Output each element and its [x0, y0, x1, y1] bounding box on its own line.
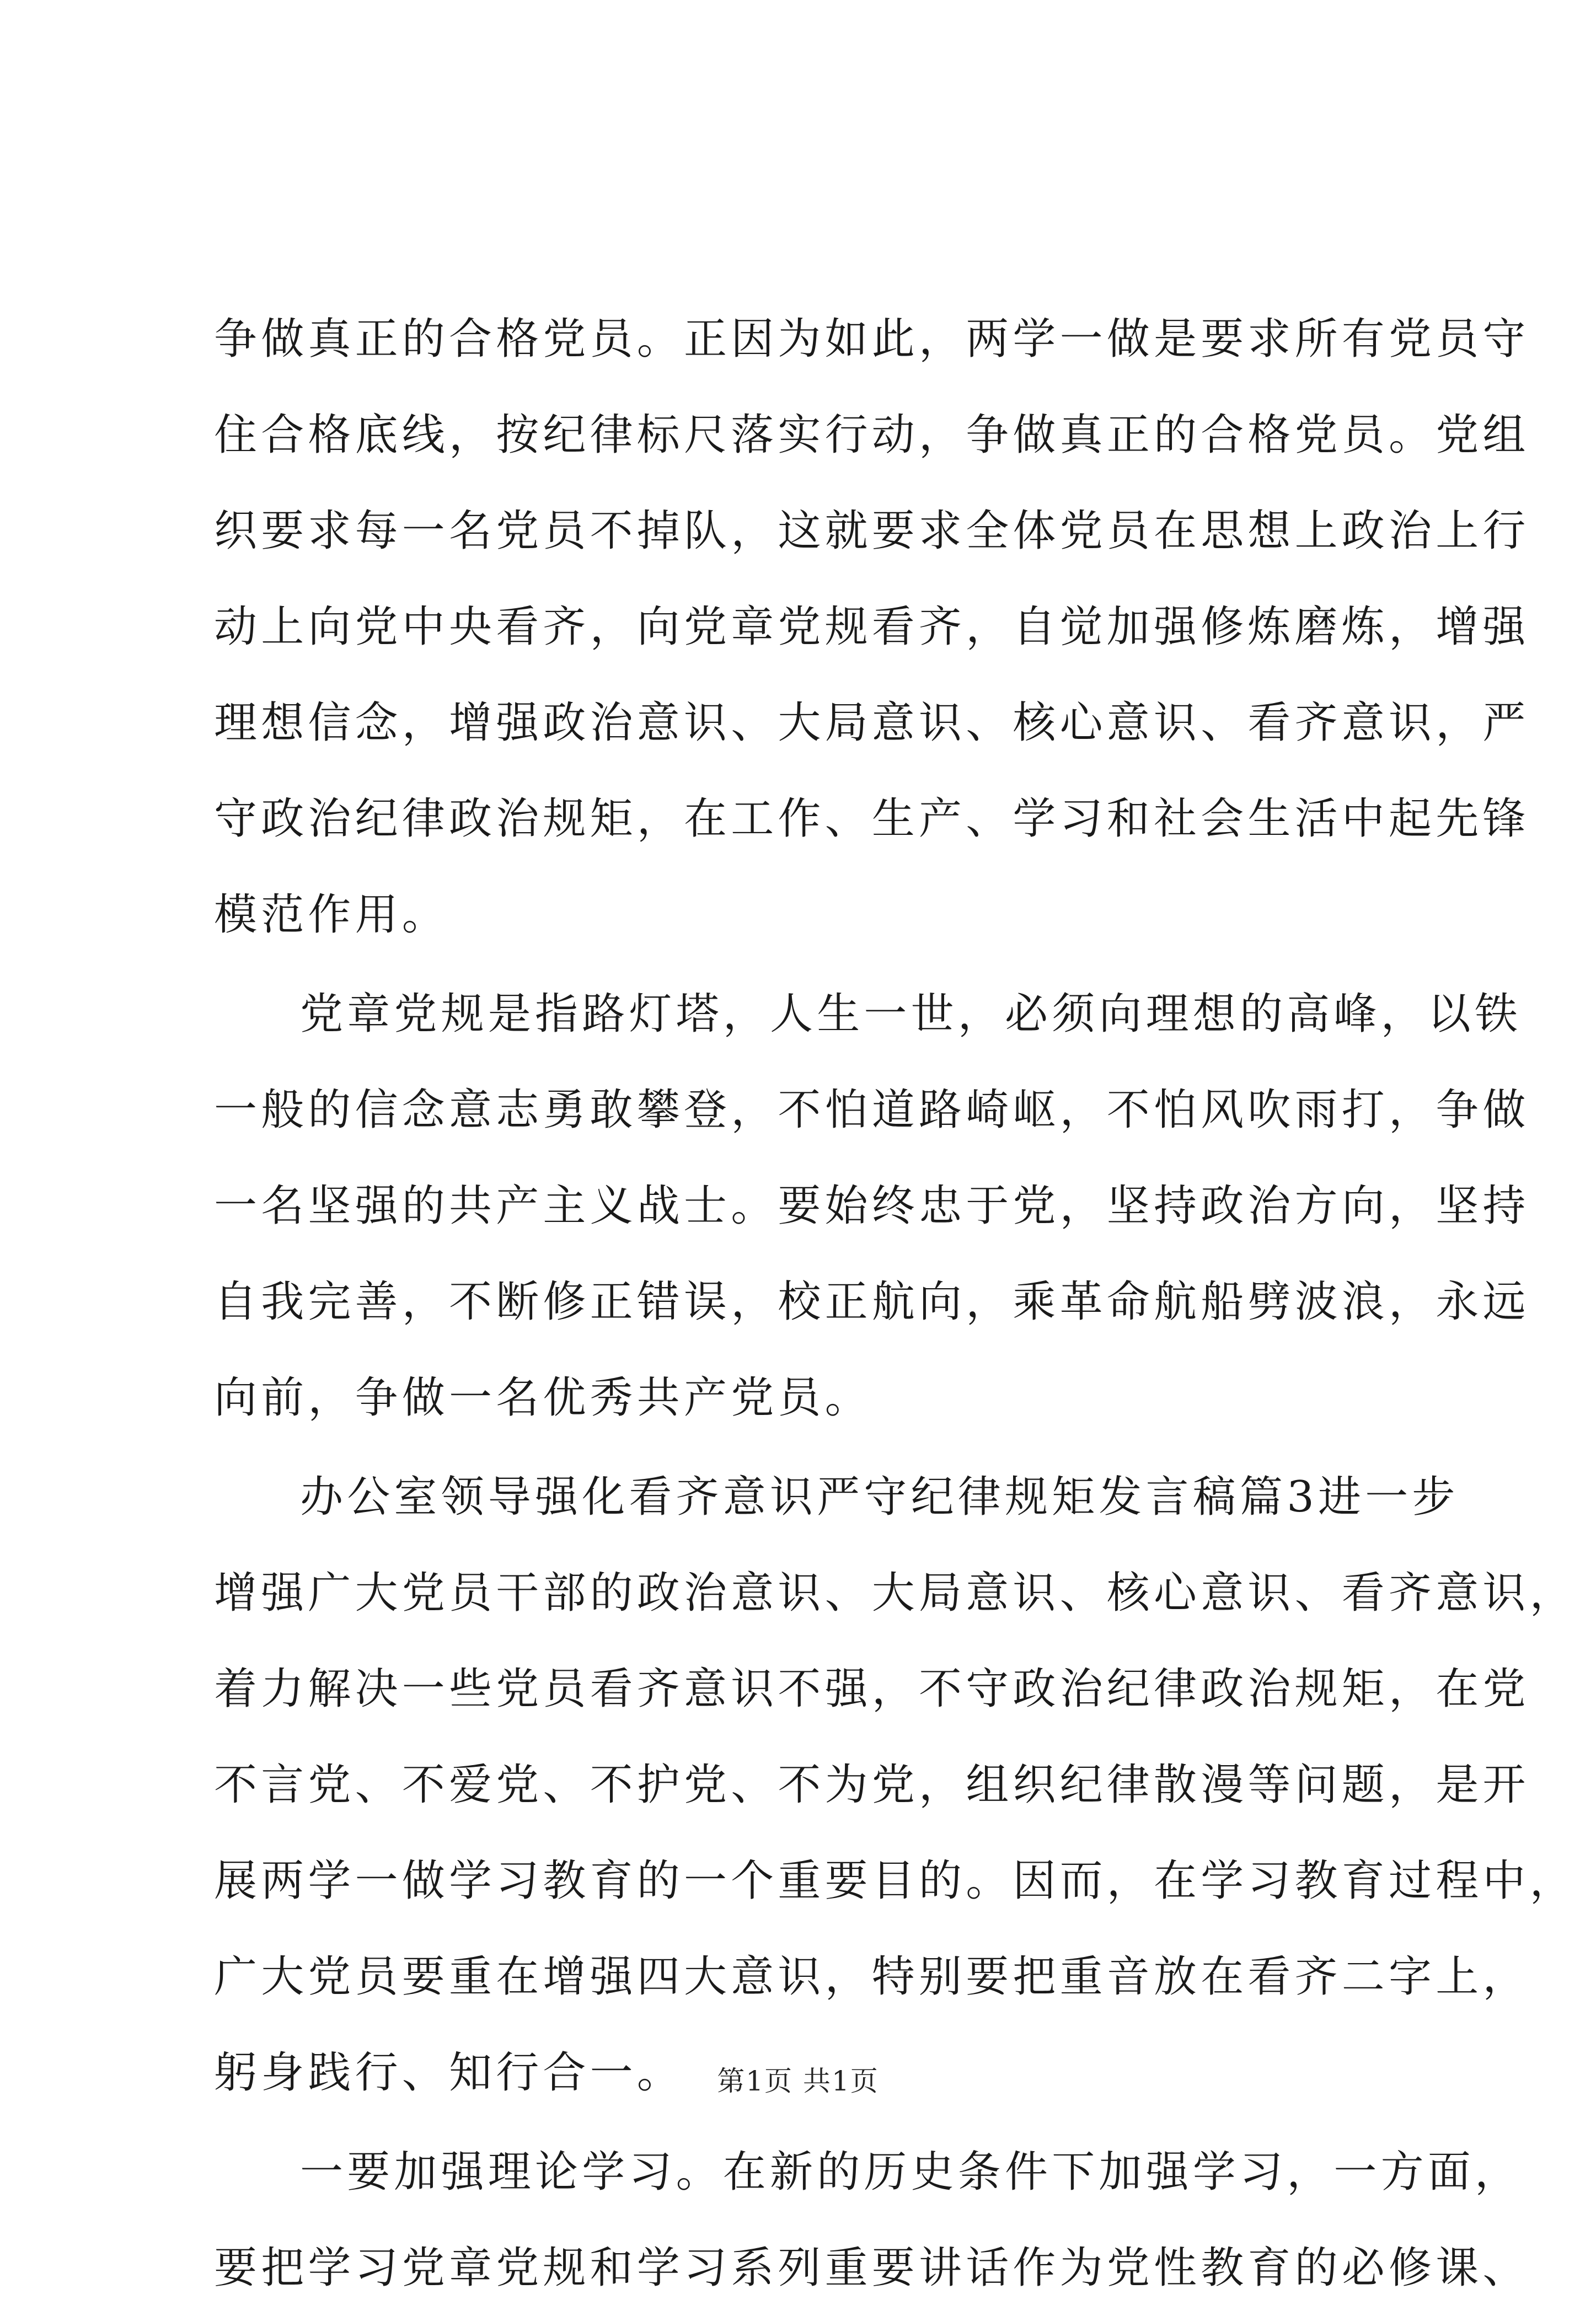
text-line: 一要加强理论学习。在新的历史条件下加强学习，一方面， — [300, 2147, 1522, 2197]
text-line: 办公室领导强化看齐意识严守纪律规矩发言稿篇3进一步 — [300, 1472, 1459, 1522]
text-line: 展两学一做学习教育的一个重要目的。因而，在学习教育过程中， — [214, 1856, 1577, 1906]
text-line: 守政治纪律政治规矩，在工作、生产、学习和社会生活中起先锋 — [214, 794, 1530, 844]
text-line: 模范作用。 — [214, 890, 449, 940]
text-line: 要把学习党章党规和学习系列重要讲话作为党性教育的必修课、 — [214, 2243, 1530, 2293]
document-body — [214, 291, 1577, 2316]
text-line: 不言党、不爱党、不护党、不为党，组织纪律散漫等问题，是开 — [214, 1760, 1530, 1810]
text-line: 向前，争做一名优秀共产党员。 — [214, 1373, 872, 1423]
text-line: 一般的信念意志勇敢攀登，不怕道路崎岖，不怕风吹雨打，争做 — [214, 1085, 1530, 1135]
text-line: 广大党员要重在增强四大意识，特别要把重音放在看齐二字上， — [214, 1952, 1530, 2002]
text-line: 织要求每一名党员不掉队，这就要求全体党员在思想上政治上行 — [214, 506, 1530, 556]
paragraph — [214, 966, 1530, 1446]
page-footer — [0, 2059, 1596, 2099]
paragraph — [214, 291, 1530, 963]
text-line: 着力解决一些党员看齐意识不强，不守政治纪律政治规矩，在党 — [214, 1664, 1530, 1714]
paragraph — [214, 2124, 1530, 2316]
text-line: 住合格底线，按纪律标尺落实行动，争做真正的合格党员。党组 — [214, 410, 1530, 460]
text-line: 躬身践行、知行合一。 — [214, 2048, 684, 2098]
text-line: 自我完善，不断修正错误，校正航向，乘革命航船劈波浪，永远 — [214, 1277, 1530, 1327]
text-line: 理想信念，增强政治意识、大局意识、核心意识、看齐意识，严 — [214, 698, 1530, 748]
text-line: 增强广大党员干部的政治意识、大局意识、核心意识、看齐意识， — [214, 1568, 1577, 1618]
text-line: 争做真正的合格党员。正因为如此，两学一做是要求所有党员守 — [214, 314, 1530, 364]
text-line: 动上向党中央看齐，向党章党规看齐，自觉加强修炼磨炼，增强 — [214, 602, 1530, 652]
text-line: 一名坚强的共产主义战士。要始终忠于党，坚持政治方向，坚持 — [214, 1181, 1530, 1231]
text-line: 党章党规是指路灯塔，人生一世，必须向理想的高峰，以铁 — [300, 989, 1522, 1039]
paragraph — [214, 1449, 1577, 2121]
page-number-label: 第1页 共1页 — [717, 2065, 879, 2097]
